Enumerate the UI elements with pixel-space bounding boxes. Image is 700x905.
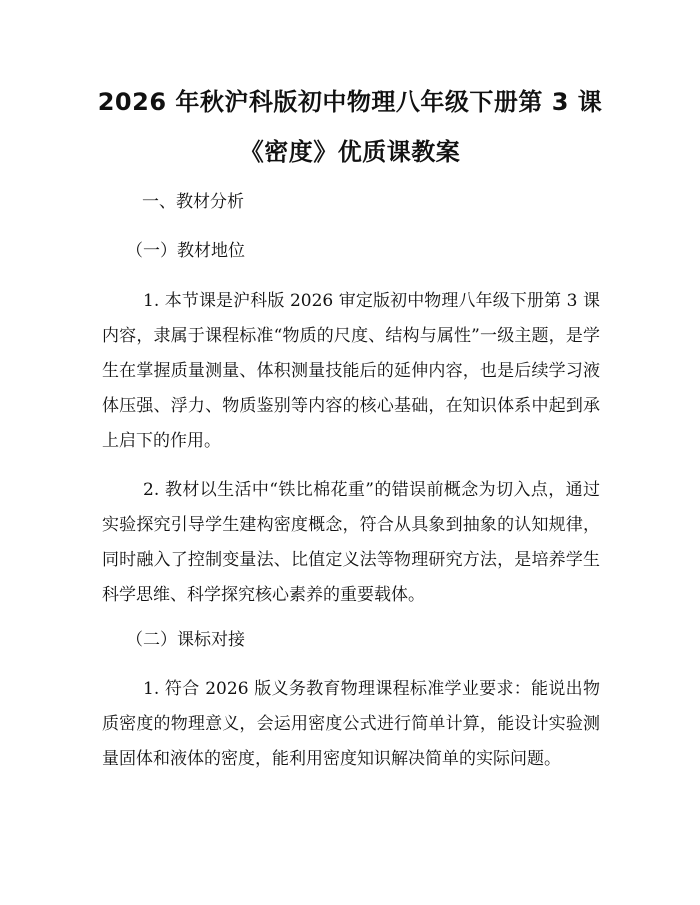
subsection-heading-curriculum-alignment: （二）课标对接 bbox=[126, 630, 245, 650]
document-title-line1: 2026 年秋沪科版初中物理八年级下册第 3 课 bbox=[97, 88, 603, 116]
document-title-line2: 《密度》优质课教案 bbox=[239, 138, 461, 166]
subsection-heading-textbook-status: （一）教材地位 bbox=[126, 241, 245, 261]
section-heading-textbook-analysis: 一、教材分析 bbox=[142, 192, 244, 212]
paragraph-curriculum-alignment-1: 1. 符合 2026 版义务教育物理课程标准学业要求：能说出物质密度的物理意义，会运用密度公式进行简单计算，能设计实验测量固体和液体的密度，能利用密度知识解决简单的实际问题。 bbox=[102, 679, 600, 769]
paragraph-textbook-status-2: 2. 教材以生活中“铁比棉花重”的错误前概念为切入点，通过实验探究引导学生建构密度概念，符合从具象到抽象的认知规律，同时融入了控制变量法、比值定义法等物理研究方法，是培养学生科学思维、科学探究核心素养的重要载体。 bbox=[102, 480, 600, 605]
paragraph-textbook-status-1: 1. 本节课是沪科版 2026 审定版初中物理八年级下册第 3 课内容，隶属于课程标准“物质的尺度、结构与属性”一级主题，是学生在掌握质量测量、体积测量技能后的延伸内容，也是后续学习液体压强、浮力、物质鉴别等内容的核心基础，在知识体系中起到承上启下的作用。 bbox=[102, 291, 600, 451]
